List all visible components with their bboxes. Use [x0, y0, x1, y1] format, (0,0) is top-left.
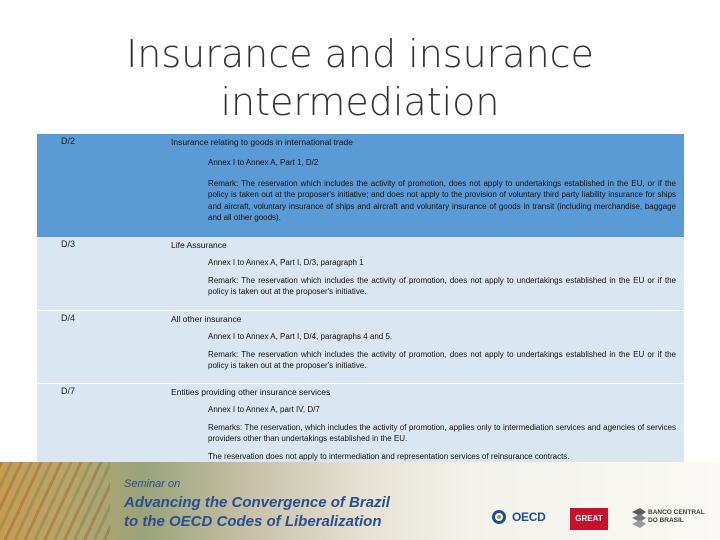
- row-remark: Remark: The reservation which includes the activity of promotion, does not apply to undertakings established in the EU, or if the policy is taken out at the proposer's initiative; and does not apply to the provision of voluntary third party liability insurance for ships and aircraft, voluntary insurance of ships and aircraft and voluntary insurance of goods in transit (including merchandise, baggage and all other goods).: [208, 178, 676, 222]
- row-code: D/2: [61, 136, 76, 146]
- oecd-logo-text: OECD: [512, 510, 546, 524]
- table-row: [37, 134, 684, 237]
- table-row: [37, 237, 684, 311]
- seminar-title-line-2: to the OECD Codes of Liberalization: [124, 513, 382, 530]
- bcb-line-2: DO BRASIL: [648, 517, 684, 524]
- row-note: The reservation does not apply to intermediation and representation services of reinsurance contracts.: [208, 451, 570, 461]
- reservations-table: [36, 133, 685, 483]
- decorative-stripes: [0, 462, 110, 540]
- row-reference: Annex I to Annex A, Part I, D/3, paragraph 1: [208, 258, 364, 267]
- row-reference: Annex I to Annex A, part IV, D/7: [208, 405, 320, 414]
- row-heading: Insurance relating to goods in international trade: [171, 137, 353, 147]
- row-heading: Life Assurance: [171, 240, 227, 250]
- row-content: [171, 237, 676, 298]
- row-remark: Remarks: The reservation, which includes the activity of promotion, applies only to intermediation services and agencies of services providers other than undertakings established in the EU.: [208, 422, 676, 443]
- row-content: [171, 134, 676, 224]
- bcb-line-1: BANCO CENTRAL: [648, 509, 705, 516]
- table-row: [37, 311, 684, 384]
- row-code: D/3: [61, 239, 76, 249]
- row-remark: Remark: The reservation which includes the activity of promotion, does not apply to undertakings established in the EU or if the policy is taken out at the proposer's initiative.: [208, 275, 676, 296]
- row-code: D/4: [61, 313, 76, 323]
- row-heading: All other insurance: [171, 314, 242, 324]
- row-code: D/7: [61, 386, 76, 396]
- row-remark: Remark: The reservation which includes the activity of promotion, does not apply to undertakings established in the EU or if the policy is taken out at the proposer's initiative.: [208, 349, 676, 370]
- row-reference: Annex I to Annex A, Part I, D/4, paragraphs 4 and 5.: [208, 332, 393, 341]
- slide-title: Insurance and insurance intermediation: [126, 32, 594, 124]
- bcb-logo-text: [648, 509, 705, 525]
- row-heading: Entities providing other insurance services: [171, 387, 331, 397]
- seminar-title-line-1: Advancing the Convergence of Brazil: [124, 494, 390, 511]
- row-reference: Annex I to Annex A, Part 1, D/2: [208, 158, 319, 167]
- seminar-on-label: Seminar on: [124, 478, 181, 490]
- row-content: [171, 384, 676, 462]
- row-content: [171, 311, 676, 372]
- great-logo: GREAT: [570, 508, 608, 530]
